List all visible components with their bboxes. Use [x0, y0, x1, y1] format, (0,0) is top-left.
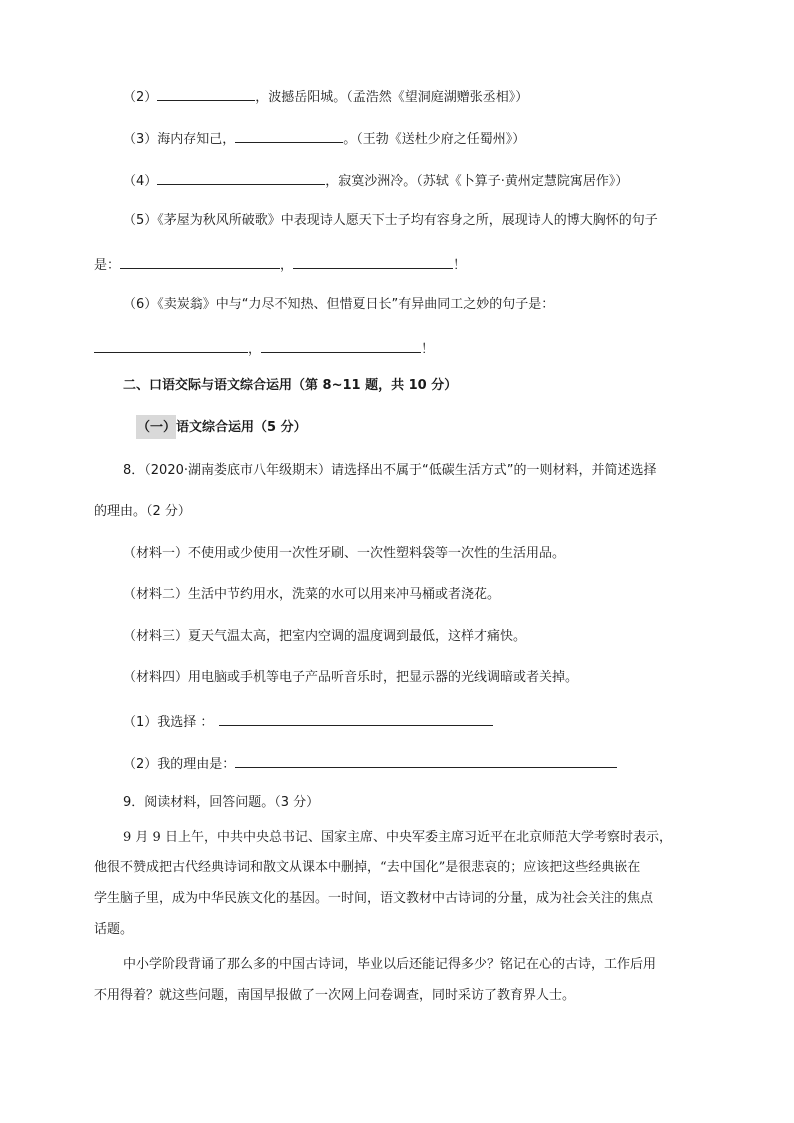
q7-item-3-blank[interactable]: [235, 128, 343, 143]
q7-item-6-blank-2[interactable]: [261, 338, 421, 353]
q7-item-4-number: （4）: [123, 174, 158, 189]
q8-answer-1: [123, 711, 493, 732]
q7-item-2: [123, 86, 528, 107]
q9-para1-line3: 学生脑子里，成为中华民族文化的基因。一时间，语文教材中古诗词的分量，成为社会关注的焦点: [94, 891, 654, 906]
q7-item-5-end: ！: [453, 258, 467, 273]
q7-item-5-prefix: 是：: [94, 258, 121, 273]
q8-answer-1-label: （1）我选择 ：: [123, 715, 214, 730]
q7-item-4-blank[interactable]: [157, 170, 325, 185]
q8-answer-1-blank[interactable]: [219, 711, 493, 726]
q9-para2-line1: 中小学阶段背诵了那么多的中国古诗词，毕业以后还能记得多少？铭记在心的古诗，工作后用: [123, 957, 657, 972]
q7-item-5-sep: ，: [280, 258, 294, 273]
q8-material-2: （材料二）生活中节约用水，洗菜的水可以用来冲马桶或者浇花。: [123, 587, 501, 602]
q7-item-5-blank-1[interactable]: [120, 254, 280, 269]
q7-item-6-line1: （6）《卖炭翁》中与“力尽不知热、但惜夏日长”有异曲同工之妙的句子是：: [123, 297, 555, 312]
section-2-heading: 二、口语交际与语文综合运用（第 8~11 题，共 10 分）: [123, 378, 458, 393]
q9-para2-line2: 不用得着？就这些问题，南国早报做了一次网上问卷调查，同时采访了教育界人士。: [94, 988, 576, 1003]
q8-material-4: （材料四）用电脑或手机等电子产品听音乐时，把显示器的光线调暗或者关掉。: [123, 670, 579, 685]
q8-answer-2: [123, 753, 617, 774]
q8-stem-line2: 的理由。（2 分）: [94, 504, 191, 519]
q9-stem: 9．阅读材料，回答问题。（3 分）: [123, 795, 320, 810]
q7-item-4: [123, 170, 628, 191]
q7-item-3: [123, 128, 525, 149]
q7-item-3-post: 。（王勃《送杜少府之任蜀州》）: [343, 132, 526, 147]
q7-item-5-line2: [94, 254, 466, 275]
q7-item-2-number: （2）: [123, 90, 158, 105]
q7-item-2-blank[interactable]: [157, 86, 255, 101]
q9-para1-line1: 9 月 9 日上午，中共中央总书记、国家主席、中央军委主席习近平在北京师范大学考察时表示，: [123, 830, 672, 845]
q7-item-6-line2: [94, 338, 434, 359]
q8-material-3: （材料三）夏天气温太高，把室内空调的温度调到最低，这样才痛快。: [123, 629, 527, 644]
q7-item-6-blank-1[interactable]: [94, 338, 248, 353]
q8-material-1: （材料一）不使用或少使用一次性牙刷、一次性塑料袋等一次性的生活用品。: [123, 546, 566, 561]
q7-item-3-pre: （3）海内存知己，: [123, 132, 236, 147]
q7-item-5-line1: （5）《茅屋为秋风所破歌》中表现诗人愿天下士子均有容身之所，展现诗人的博大胸怀的句子: [123, 213, 658, 228]
q8-answer-2-blank[interactable]: [235, 753, 617, 768]
q9-para1-line2: 他很不赞成把古代经典诗词和散文从课本中删掉，“去中国化”是很悲哀的；应该把这些经典嵌在: [94, 860, 641, 875]
q7-item-2-text: ，波撼岳阳城。（孟浩然《望洞庭湖赠张丞相》）: [255, 90, 529, 105]
q9-para1-line4: 话题。: [94, 922, 134, 937]
q7-item-6-end: ！: [421, 342, 435, 357]
q8-answer-2-label: （2）我的理由是：: [123, 757, 236, 772]
q7-item-5-blank-2[interactable]: [293, 254, 453, 269]
subheading-1: （一）语文综合运用（5 分）: [137, 420, 307, 435]
q7-item-4-text: ，寂寞沙洲冷。（苏轼《卜算子·黄州定慧院寓居作》）: [325, 174, 629, 189]
q7-item-6-sep: ，: [248, 342, 262, 357]
q8-stem-line1: 8．（2020·湖南娄底市八年级期末）请选择出不属于“低碳生活方式”的一则材料，并简述选择: [123, 463, 657, 478]
